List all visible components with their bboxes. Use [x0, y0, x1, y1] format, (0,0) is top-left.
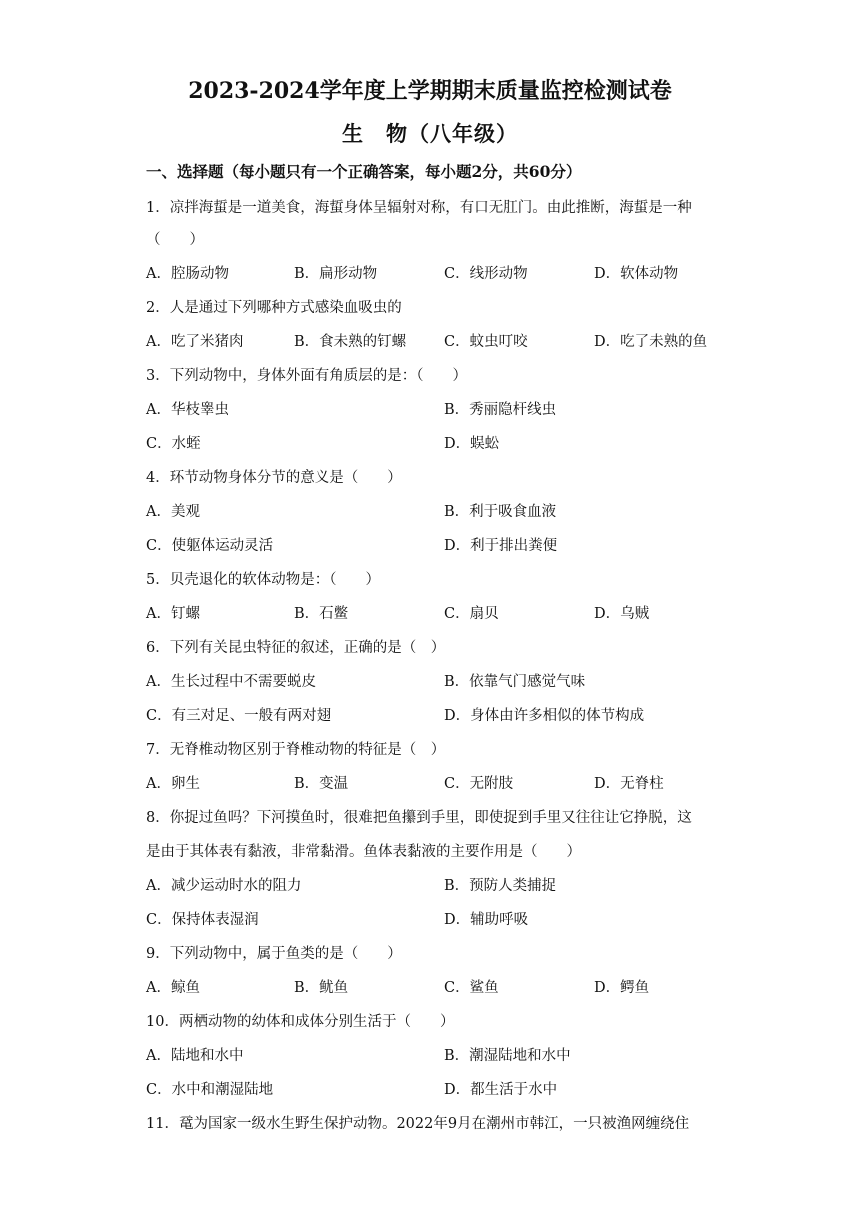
question-1-option-a: A．腔肠动物 [146, 266, 229, 282]
question-10-stem: 10．两栖动物的幼体和成体分别生活于（ ） [146, 1014, 455, 1030]
section-heading: 一、选择题（每小题只有一个正确答案，每小题2分，共60分） [146, 162, 582, 181]
question-8-option-b: B．预防人类捕捉 [444, 878, 557, 894]
question-8-option-d: D．辅助呼吸 [444, 912, 529, 928]
question-6-stem: 6．下列有关昆虫特征的叙述，正确的是（ ） [146, 640, 446, 656]
question-2-option-d: D．吃了未熟的鱼 [594, 334, 708, 350]
question-7-option-b: B．变温 [294, 776, 349, 792]
question-7-option-d: D．无脊柱 [594, 776, 664, 792]
question-6-option-d: D．身体由许多相似的体节构成 [444, 708, 645, 724]
exam-subject: 生 物（八年级） [342, 121, 518, 146]
question-5-option-d: D．乌贼 [594, 606, 650, 622]
question-2-option-b: B．食未熟的钉螺 [294, 334, 407, 350]
question-9-option-d: D．鳄鱼 [594, 980, 650, 996]
question-5-option-b: B．石鳖 [294, 606, 349, 622]
question-4-option-c: C．使躯体运动灵活 [146, 538, 274, 554]
question-4-option-a: A．美观 [146, 504, 200, 520]
question-3-option-a: A．华枝睾虫 [146, 402, 229, 418]
question-1-stem-line-2: （ ） [146, 232, 204, 248]
question-10-option-d: D．都生活于水中 [444, 1082, 558, 1098]
question-9-option-a: A．鲸鱼 [146, 980, 200, 996]
question-2-option-c: C．蚊虫叮咬 [444, 334, 528, 350]
question-7-option-c: C．无附肢 [444, 776, 514, 792]
question-9-option-b: B．鱿鱼 [294, 980, 349, 996]
question-6-option-c: C．有三对足、一般有两对翅 [146, 708, 332, 724]
question-8-option-c: C．保持体表湿润 [146, 912, 259, 928]
question-11-stem: 11．鼋为国家一级水生野生保护动物。2022年9月在潮州市韩江，一只被渔网缠绕住 [146, 1116, 690, 1132]
question-1-option-c: C．线形动物 [444, 266, 528, 282]
exam-title: 2023-2024学年度上学期期末质量监控检测试卷 [188, 78, 672, 104]
question-4-option-d: D．利于排出粪便 [444, 538, 558, 554]
question-3-option-c: C．水蛭 [146, 436, 201, 452]
question-5-option-a: A．钉螺 [146, 606, 200, 622]
question-1-option-d: D．软体动物 [594, 266, 679, 282]
question-10-option-c: C．水中和潮湿陆地 [146, 1082, 274, 1098]
question-7-option-a: A．卵生 [146, 776, 200, 792]
question-7-stem: 7．无脊椎动物区别于脊椎动物的特征是（ ） [146, 742, 446, 758]
question-9-stem: 9．下列动物中，属于鱼类的是（ ） [146, 946, 402, 962]
question-3-stem: 3．下列动物中，身体外面有角质层的是：（ ） [146, 368, 467, 384]
question-2-stem: 2．人是通过下列哪种方式感染血吸虫的 [146, 300, 402, 316]
question-10-option-a: A．陆地和水中 [146, 1048, 244, 1064]
question-1-option-b: B．扁形动物 [294, 266, 378, 282]
question-6-option-a: A．生长过程中不需要蜕皮 [146, 674, 316, 690]
question-8-option-a: A．减少运动时水的阻力 [146, 878, 302, 894]
question-1-stem-line-1: 1．凉拌海蜇是一道美食，海蜇身体呈辐射对称，有口无肛门。由此推断，海蜇是一种 [146, 200, 692, 216]
question-5-stem: 5．贝壳退化的软体动物是：（ ） [146, 572, 380, 588]
question-9-option-c: C．鲨鱼 [444, 980, 499, 996]
question-3-option-d: D．蜈蚣 [444, 436, 500, 452]
question-4-option-b: B．利于吸食血液 [444, 504, 557, 520]
question-8-stem-line-2: 是由于其体表有黏液，非常黏滑。鱼体表黏液的主要作用是（ ） [146, 844, 581, 860]
question-10-option-b: B．潮湿陆地和水中 [444, 1048, 571, 1064]
question-8-stem-line-1: 8．你捉过鱼吗？下河摸鱼时，很难把鱼攥到手里，即使捉到手里又往往让它挣脱，这 [146, 810, 692, 826]
question-6-option-b: B．依靠气门感觉气味 [444, 674, 586, 690]
question-3-option-b: B．秀丽隐杆线虫 [444, 402, 557, 418]
question-4-stem: 4．环节动物身体分节的意义是（ ） [146, 470, 402, 486]
question-2-option-a: A．吃了米猪肉 [146, 334, 244, 350]
question-5-option-c: C．扇贝 [444, 606, 499, 622]
